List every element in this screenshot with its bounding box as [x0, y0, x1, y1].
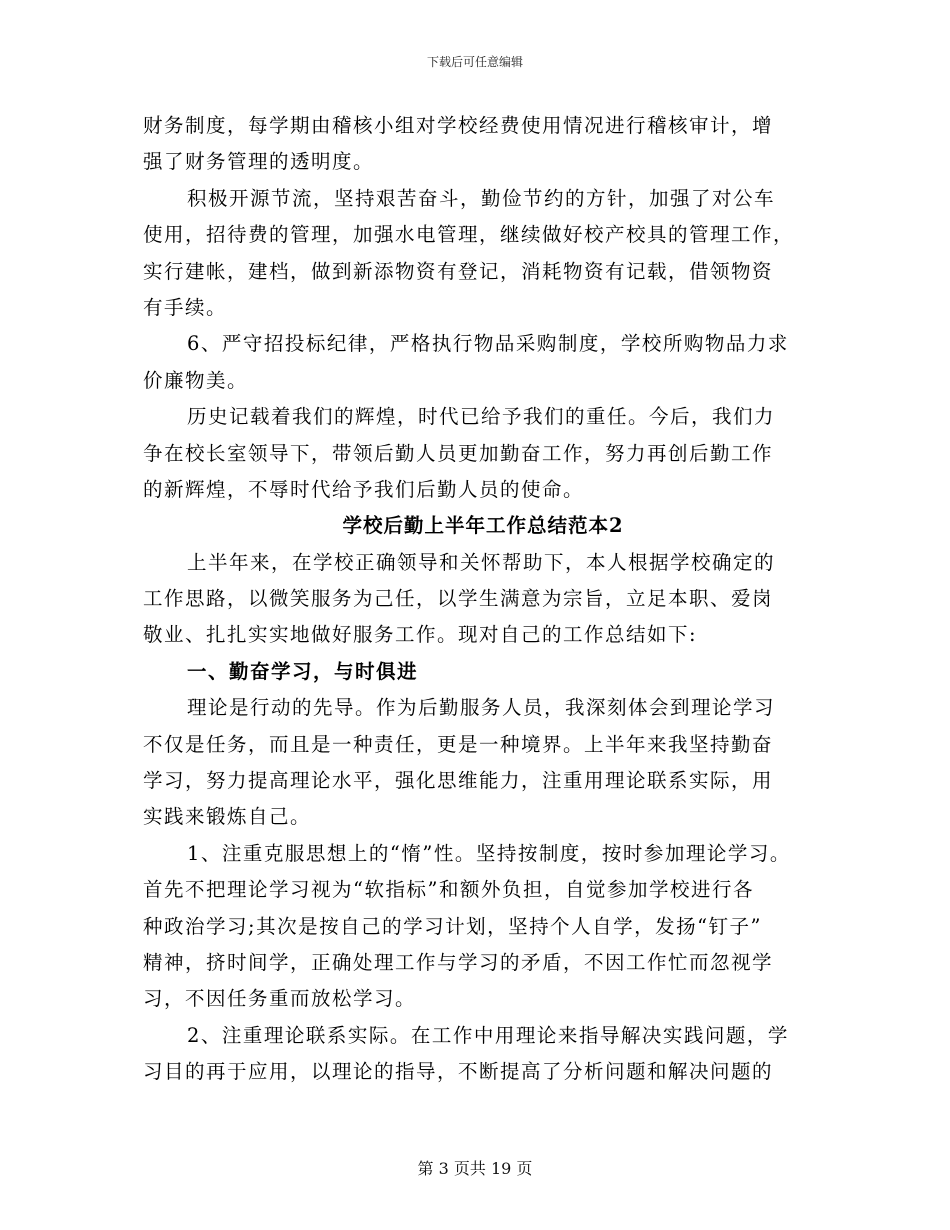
text-line: 习，不因任务重而放松学习。: [143, 987, 417, 1011]
text-line: 积极开源节流，坚持艰苦奋斗，勤俭节约的方针，加强了对公车: [187, 186, 776, 210]
section-heading: 一、勤奋学习，与时俱进: [187, 659, 419, 683]
text-line: 上半年来，在学校正确领导和关怀帮助下，本人根据学校确定的: [187, 550, 776, 574]
text-line: 使用，招待费的管理，加强水电管理，继续做好校产校具的管理工作，: [143, 223, 795, 247]
text-line: 6、严守招投标纪律，严格执行物品采购制度，学校所购物品力求: [187, 332, 789, 356]
text-line: 首先不把理论学习视为“软指标”和额外负担，自觉参加学校进行各: [143, 878, 754, 902]
text-line: 财务制度，每学期由稽核小组对学校经费使用情况进行稽核审计，增: [143, 114, 774, 137]
text-line: 学习，努力提高理论水平，强化思维能力，注重用理论联系实际，用: [143, 769, 774, 793]
text-line: 实行建帐，建档，做到新添物资有登记，消耗物资有记载，借领物资: [143, 259, 774, 283]
text-line: 不仅是任务，而且是一种责任，更是一种境界。上半年来我坚持勤奋: [143, 732, 774, 756]
document-body: [143, 108, 823, 1091]
text-line: 强了财务管理的透明度。: [143, 150, 375, 174]
text-line: 种政治学习;其次是按自己的学习计划，坚持个人自学，发扬“钉子”: [143, 914, 763, 938]
text-line: 敬业、扎扎实实地做好服务工作。现对自己的工作总结如下:: [143, 623, 698, 647]
text-line: 价廉物美。: [143, 368, 249, 392]
text-line: 2、注重理论联系实际。在工作中用理论来指导解决实践问题，学: [187, 1023, 789, 1047]
text-line: 有手续。: [143, 295, 228, 319]
text-line: 历史记载着我们的辉煌，时代已给予我们的重任。今后，我们力: [187, 405, 776, 429]
text-line: 理论是行动的先导。作为后勤服务人员，我深刻体会到理论学习: [187, 696, 776, 720]
text-line: 工作思路，以微笑服务为己任，以学生满意为宗旨，立足本职、爱岗: [143, 587, 774, 611]
page-header: 下载后可任意编辑: [426, 55, 523, 69]
page-footer: 第 3 页共 19 页: [417, 1159, 533, 1178]
text-line: 争在校长室领导下，带领后勤人员更加勤奋工作，努力再创后勤工作: [143, 441, 774, 465]
section-title: 学校后勤上半年工作总结范本2: [342, 514, 624, 538]
text-line: 精神，挤时间学，正确处理工作与学习的矛盾，不因工作忙而忽视学: [143, 950, 774, 974]
text-line: 实践来锻炼自己。: [143, 805, 312, 829]
text-line: 习目的再于应用，以理论的指导，不断提高了分析问题和解决问题的: [143, 1060, 774, 1084]
text-line: 的新辉煌，不辱时代给予我们后勤人员的使命。: [143, 477, 585, 501]
text-line: 1、注重克服思想上的“惰”性。坚持按制度，按时参加理论学习。: [187, 841, 791, 865]
